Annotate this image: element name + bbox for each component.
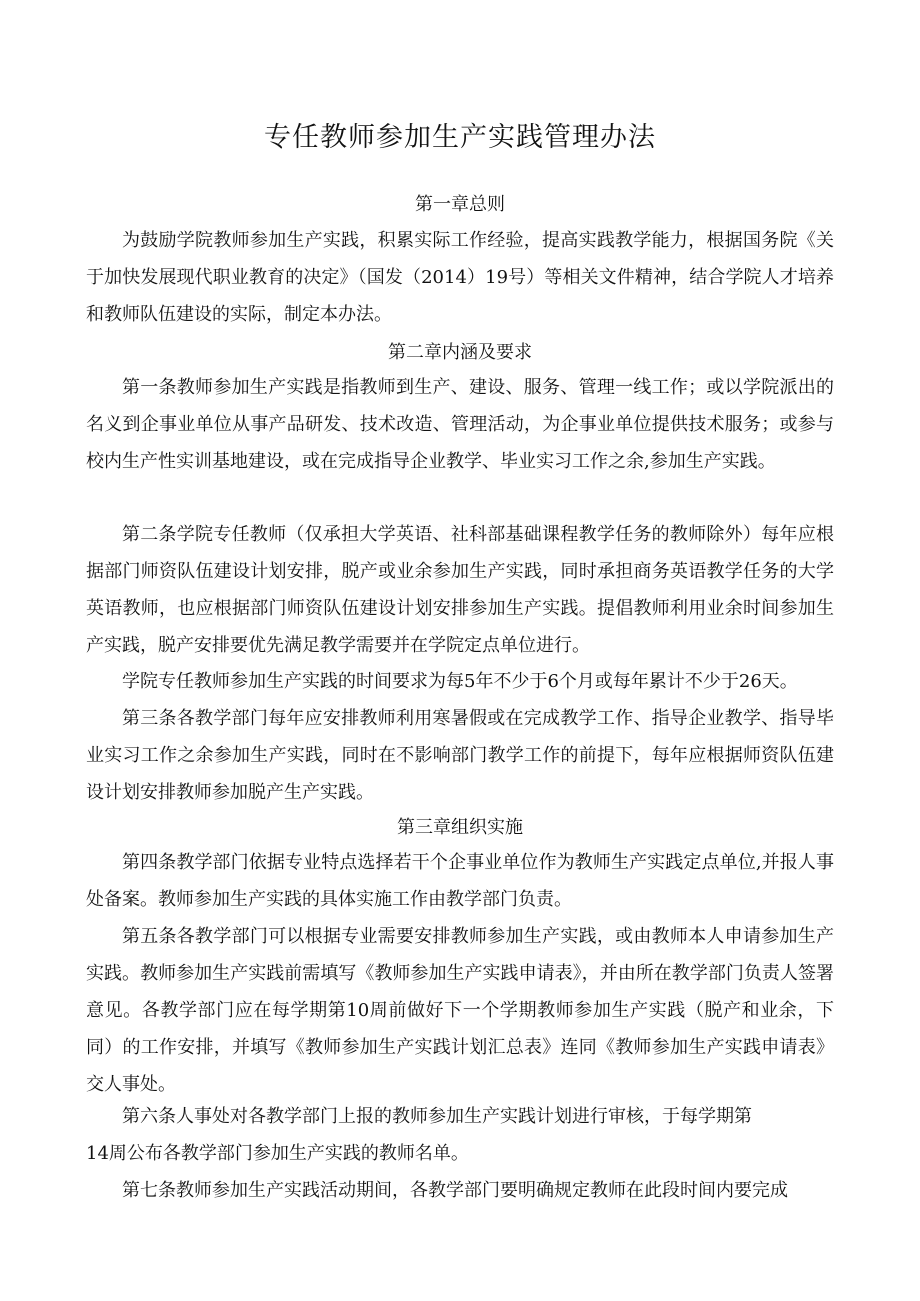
article-2: 第二条学院专任教师（仅承担大学英语、社科部基础课程教学任务的教师除外）每年应根据部门师资队伍建设计划安排，脱产或业余参加生产实践，同时承担商务英语教学任务的大学英语教师，也应根据部门师资队伍建设计划安排参加生产实践。提倡教师利用业余时间参加生产实践，脱产安排要优先满足教学需要并在学院定点单位进行。 <box>86 524 834 656</box>
chapter-3-heading: 第三章组织实施 <box>397 817 523 838</box>
article-6-line-2: 14周公布各教学部门参加生产实践的教师名单。 <box>86 1143 469 1164</box>
article-6-line-1: 第六条人事处对各教学部门上报的教师参加生产实践计划进行审核，于每学期第 <box>122 1106 752 1127</box>
chapter-2-heading: 第二章内涵及要求 <box>388 342 532 363</box>
document-title: 专任教师参加生产实践管理办法 <box>264 122 656 154</box>
chapter-1-paragraph: 为鼓励学院教师参加生产实践，积累实际工作经验，提高实践教学能力，根据国务院《关于加快发展现代职业教育的决定》（国发（2014）19号）等相关文件精神，结合学院人才培养和教师队伍建设的实际，制定本办法。 <box>86 230 834 325</box>
chapter-1-heading: 第一章总则 <box>415 194 505 215</box>
article-5: 第五条各教学部门可以根据专业需要安排教师参加生产实践，或由教师本人申请参加生产实践。教师参加生产实践前需填写《教师参加生产实践申请表》，并由所在教学部门负责人签署意见。各教学部门应在每学期第10周前做好下一个学期教师参加生产实践（脱产和业余，下同）的工作安排，并填写《教师参加生产实践计划汇总表》连同《教师参加生产实践申请表》交人事处。 <box>86 926 834 1095</box>
article-3: 第三条各教学部门每年应安排教师利用寒暑假或在完成教学工作、指导企业教学、指导毕业实习工作之余参加生产实践，同时在不影响部门教学工作的前提下，每年应根据师资队伍建设计划安排教师参加脱产生产实践。 <box>86 708 834 803</box>
time-requirement: 学院专任教师参加生产实践的时间要求为每5年不少于6个月或每年累计不少于26天。 <box>122 671 798 692</box>
article-4: 第四条教学部门依据专业特点选择若干个企事业单位作为教师生产实践定点单位,并报人事处备案。教师参加生产实践的具体实施工作由教学部门负责。 <box>86 852 834 910</box>
article-7: 第七条教师参加生产实践活动期间，各教学部门要明确规定教师在此段时间内要完成 <box>122 1180 788 1201</box>
article-1: 第一条教师参加生产实践是指教师到生产、建设、服务、管理一线工作；或以学院派出的名义到企事业单位从事产品研发、技术改造、管理活动，为企事业单位提供技术服务；或参与校内生产性实训基地建设，或在完成指导企业教学、毕业实习工作之余,参加生产实践。 <box>86 377 834 472</box>
